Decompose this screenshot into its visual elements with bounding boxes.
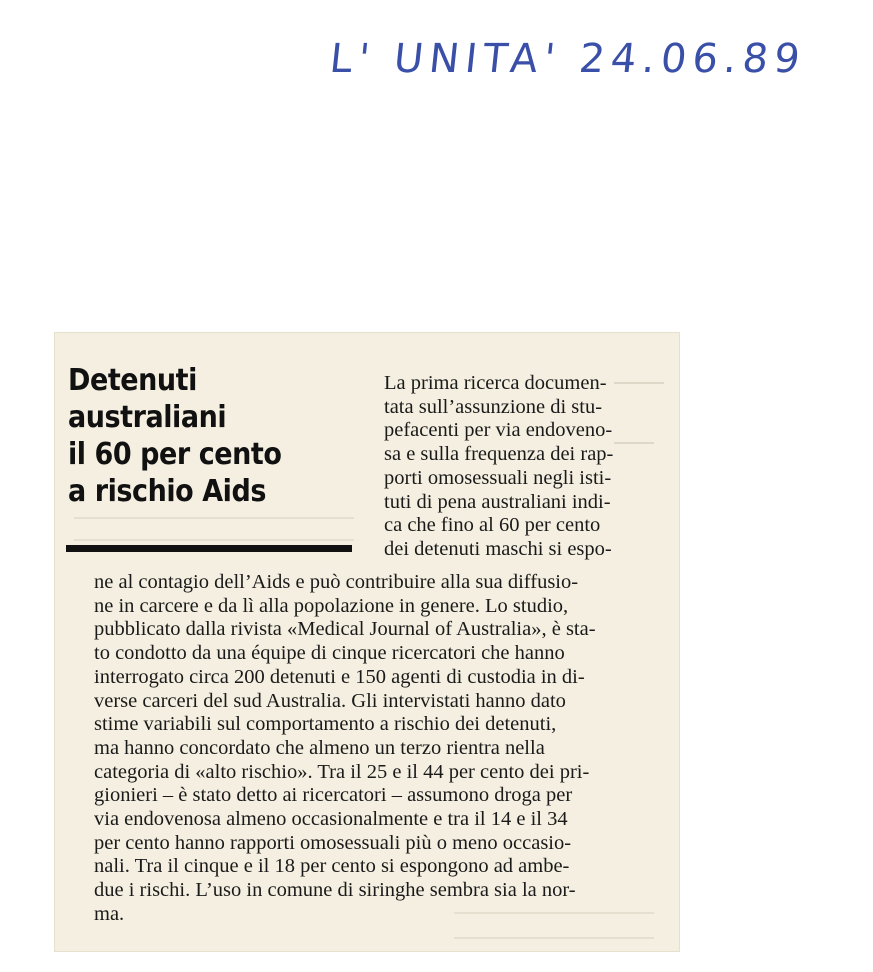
- body-line: nali. Tra il cinque e il 18 per cento si espongono ad ambe-: [94, 855, 570, 878]
- article-body-right-column: [384, 372, 613, 562]
- body-line: ma hanno concordato che almeno un terzo rientra nella: [94, 736, 545, 759]
- headline-line: australiani: [68, 400, 227, 435]
- body-line: per cento hanno rapporti omosessuali più o meno occasio-: [94, 831, 572, 854]
- body-line: pubblicato dalla rivista «Medical Journal of Australia», è sta-: [94, 618, 596, 641]
- article-headline: [68, 362, 320, 510]
- newspaper-clipping: [54, 332, 680, 952]
- body-line: gionieri – è stato detto ai ricercatori – assumono droga per: [94, 784, 573, 807]
- body-line: verse carceri del sud Australia. Gli intervistati hanno dato: [94, 689, 566, 712]
- headline-line: il 60 per cento: [68, 437, 282, 472]
- body-line: dei detenuti maschi si espo-: [384, 537, 612, 560]
- body-line: ma.: [94, 902, 125, 925]
- body-line: categoria di «alto rischio». Tra il 25 e il 44 per cento dei pri-: [94, 760, 590, 783]
- body-line: due i rischi. L’uso in comune di siringhe sembra sia la nor-: [94, 879, 576, 902]
- body-line: stime variabili sul comportamento a rischio dei detenuti,: [94, 713, 557, 736]
- body-line: via endovenosa almeno occasionalmente e tra il 14 e il 34: [94, 808, 568, 831]
- body-line: ne in carcere e da lì alla popolazione in genere. Lo studio,: [94, 594, 569, 617]
- body-line: tata sull’assunzione di stu-: [384, 395, 603, 418]
- headline-line: Detenuti: [68, 363, 197, 398]
- body-line: ne al contagio dell’Aids e può contribuire alla sua diffusio-: [94, 571, 579, 593]
- headline-line: a rischio Aids: [68, 474, 266, 509]
- article-body-full-width: [94, 571, 596, 927]
- body-line: pefacenti per via endoveno-: [384, 419, 613, 442]
- body-line: ca che fino al 60 per cento: [384, 514, 601, 537]
- body-line: porti omosessuali negli isti-: [384, 466, 612, 489]
- body-line: to condotto da una équipe di cinque ricercatori che hanno: [94, 642, 565, 665]
- body-line: sa e sulla frequenza dei rap-: [384, 443, 614, 466]
- body-line: interrogato circa 200 detenuti e 150 agenti di custodia in di-: [94, 665, 585, 688]
- handwritten-annotation: L' UNITA' 24.06.89: [327, 36, 808, 82]
- headline-rule: [66, 545, 352, 552]
- body-line: La prima ricerca documen-: [384, 372, 607, 394]
- body-line: tuti di pena australiani indi-: [384, 490, 611, 513]
